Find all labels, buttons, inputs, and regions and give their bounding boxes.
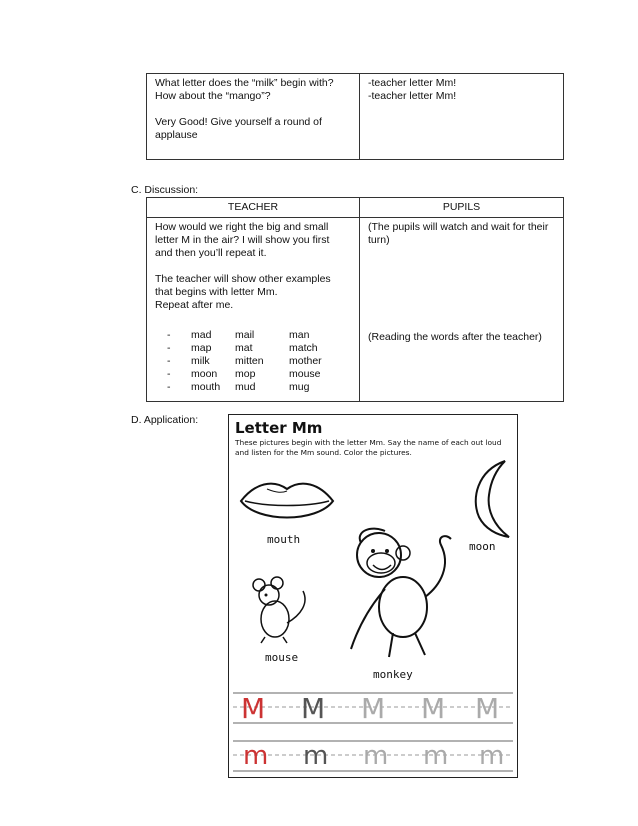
discussion-table [146, 197, 564, 402]
mouth-label: mouth [267, 533, 301, 546]
moon-picture [469, 459, 511, 539]
word: mouse [289, 368, 321, 380]
teacher-line: and then you’ll repeat it. [155, 247, 267, 259]
trace-upper-m: M [475, 692, 500, 725]
word: match [289, 342, 318, 354]
trace-lower-m: m [243, 741, 269, 771]
word: mop [235, 368, 256, 380]
mouse-label: mouse [265, 651, 299, 664]
word: map [191, 342, 212, 354]
trace-upper-m: M [421, 692, 446, 725]
word: mail [235, 329, 255, 341]
qa-line: -teacher letter Mm! [368, 77, 457, 89]
letter-mm-worksheet [228, 414, 518, 778]
teacher-cell [147, 218, 360, 402]
teacher-line: How would we right the big and small [155, 221, 329, 233]
trace-upper-m: M [301, 692, 326, 725]
pupils-column-header: PUPILS [360, 198, 564, 218]
moon-label: moon [469, 540, 496, 553]
word: moon [191, 368, 218, 380]
word-row: - mad mail man [155, 329, 351, 342]
word-row: - map mat match [155, 342, 351, 355]
word-list [155, 329, 351, 394]
worksheet-title: Letter Mm [235, 419, 323, 437]
teacher-line: letter M in the air? I will show you first [155, 234, 330, 246]
mouse-picture [243, 575, 313, 647]
teacher-line: The teacher will show other examples [155, 273, 331, 285]
word-row: - mouth mud mug [155, 381, 351, 394]
monkey-label: monkey [373, 668, 413, 681]
qa-line: Very Good! Give yourself a round of [155, 116, 322, 128]
qa-teacher-cell [147, 74, 360, 160]
worksheet-instructions: These pictures begin with the letter Mm. Say the name of each out loud and listen for the Mm sound. Color the pictures. [235, 438, 502, 457]
pupils-cell [360, 218, 564, 402]
trace-lower-m: m [479, 741, 505, 771]
qa-table [146, 73, 564, 160]
trace-lower-m: m [303, 741, 329, 771]
pupils-line: (The pupils will watch and wait for their [368, 221, 549, 233]
qa-line: How about the “mango”? [155, 90, 271, 102]
teacher-column-header: TEACHER [147, 198, 360, 218]
word: mother [289, 355, 322, 367]
qa-pupils-cell [360, 74, 564, 160]
word: mouth [191, 381, 221, 393]
word: mug [289, 381, 310, 393]
qa-line: -teacher letter Mm! [368, 90, 457, 102]
qa-line: applause [155, 129, 198, 141]
qa-line: What letter does the “milk” begin with? [155, 77, 334, 89]
section-c-heading: C. Discussion: [131, 184, 199, 196]
word: milk [191, 355, 210, 367]
mouth-picture [237, 473, 337, 531]
word-row: - moon mop mouse [155, 368, 351, 381]
monkey-picture [341, 525, 461, 665]
word: mad [191, 329, 212, 341]
trace-lower-m: m [423, 741, 449, 771]
pupils-line: turn) [368, 234, 390, 246]
trace-upper-m: M [361, 692, 386, 725]
word: mitten [235, 355, 264, 367]
word: man [289, 329, 310, 341]
trace-lower-m: m [363, 741, 389, 771]
section-d-heading: D. Application: [131, 414, 199, 426]
word: mud [235, 381, 256, 393]
trace-upper-m: M [241, 692, 266, 725]
teacher-line: that begins with letter Mm. [155, 286, 278, 298]
word: mat [235, 342, 253, 354]
teacher-line: Repeat after me. [155, 299, 234, 311]
pupils-line: (Reading the words after the teacher) [368, 331, 542, 343]
word-row: - milk mitten mother [155, 355, 351, 368]
